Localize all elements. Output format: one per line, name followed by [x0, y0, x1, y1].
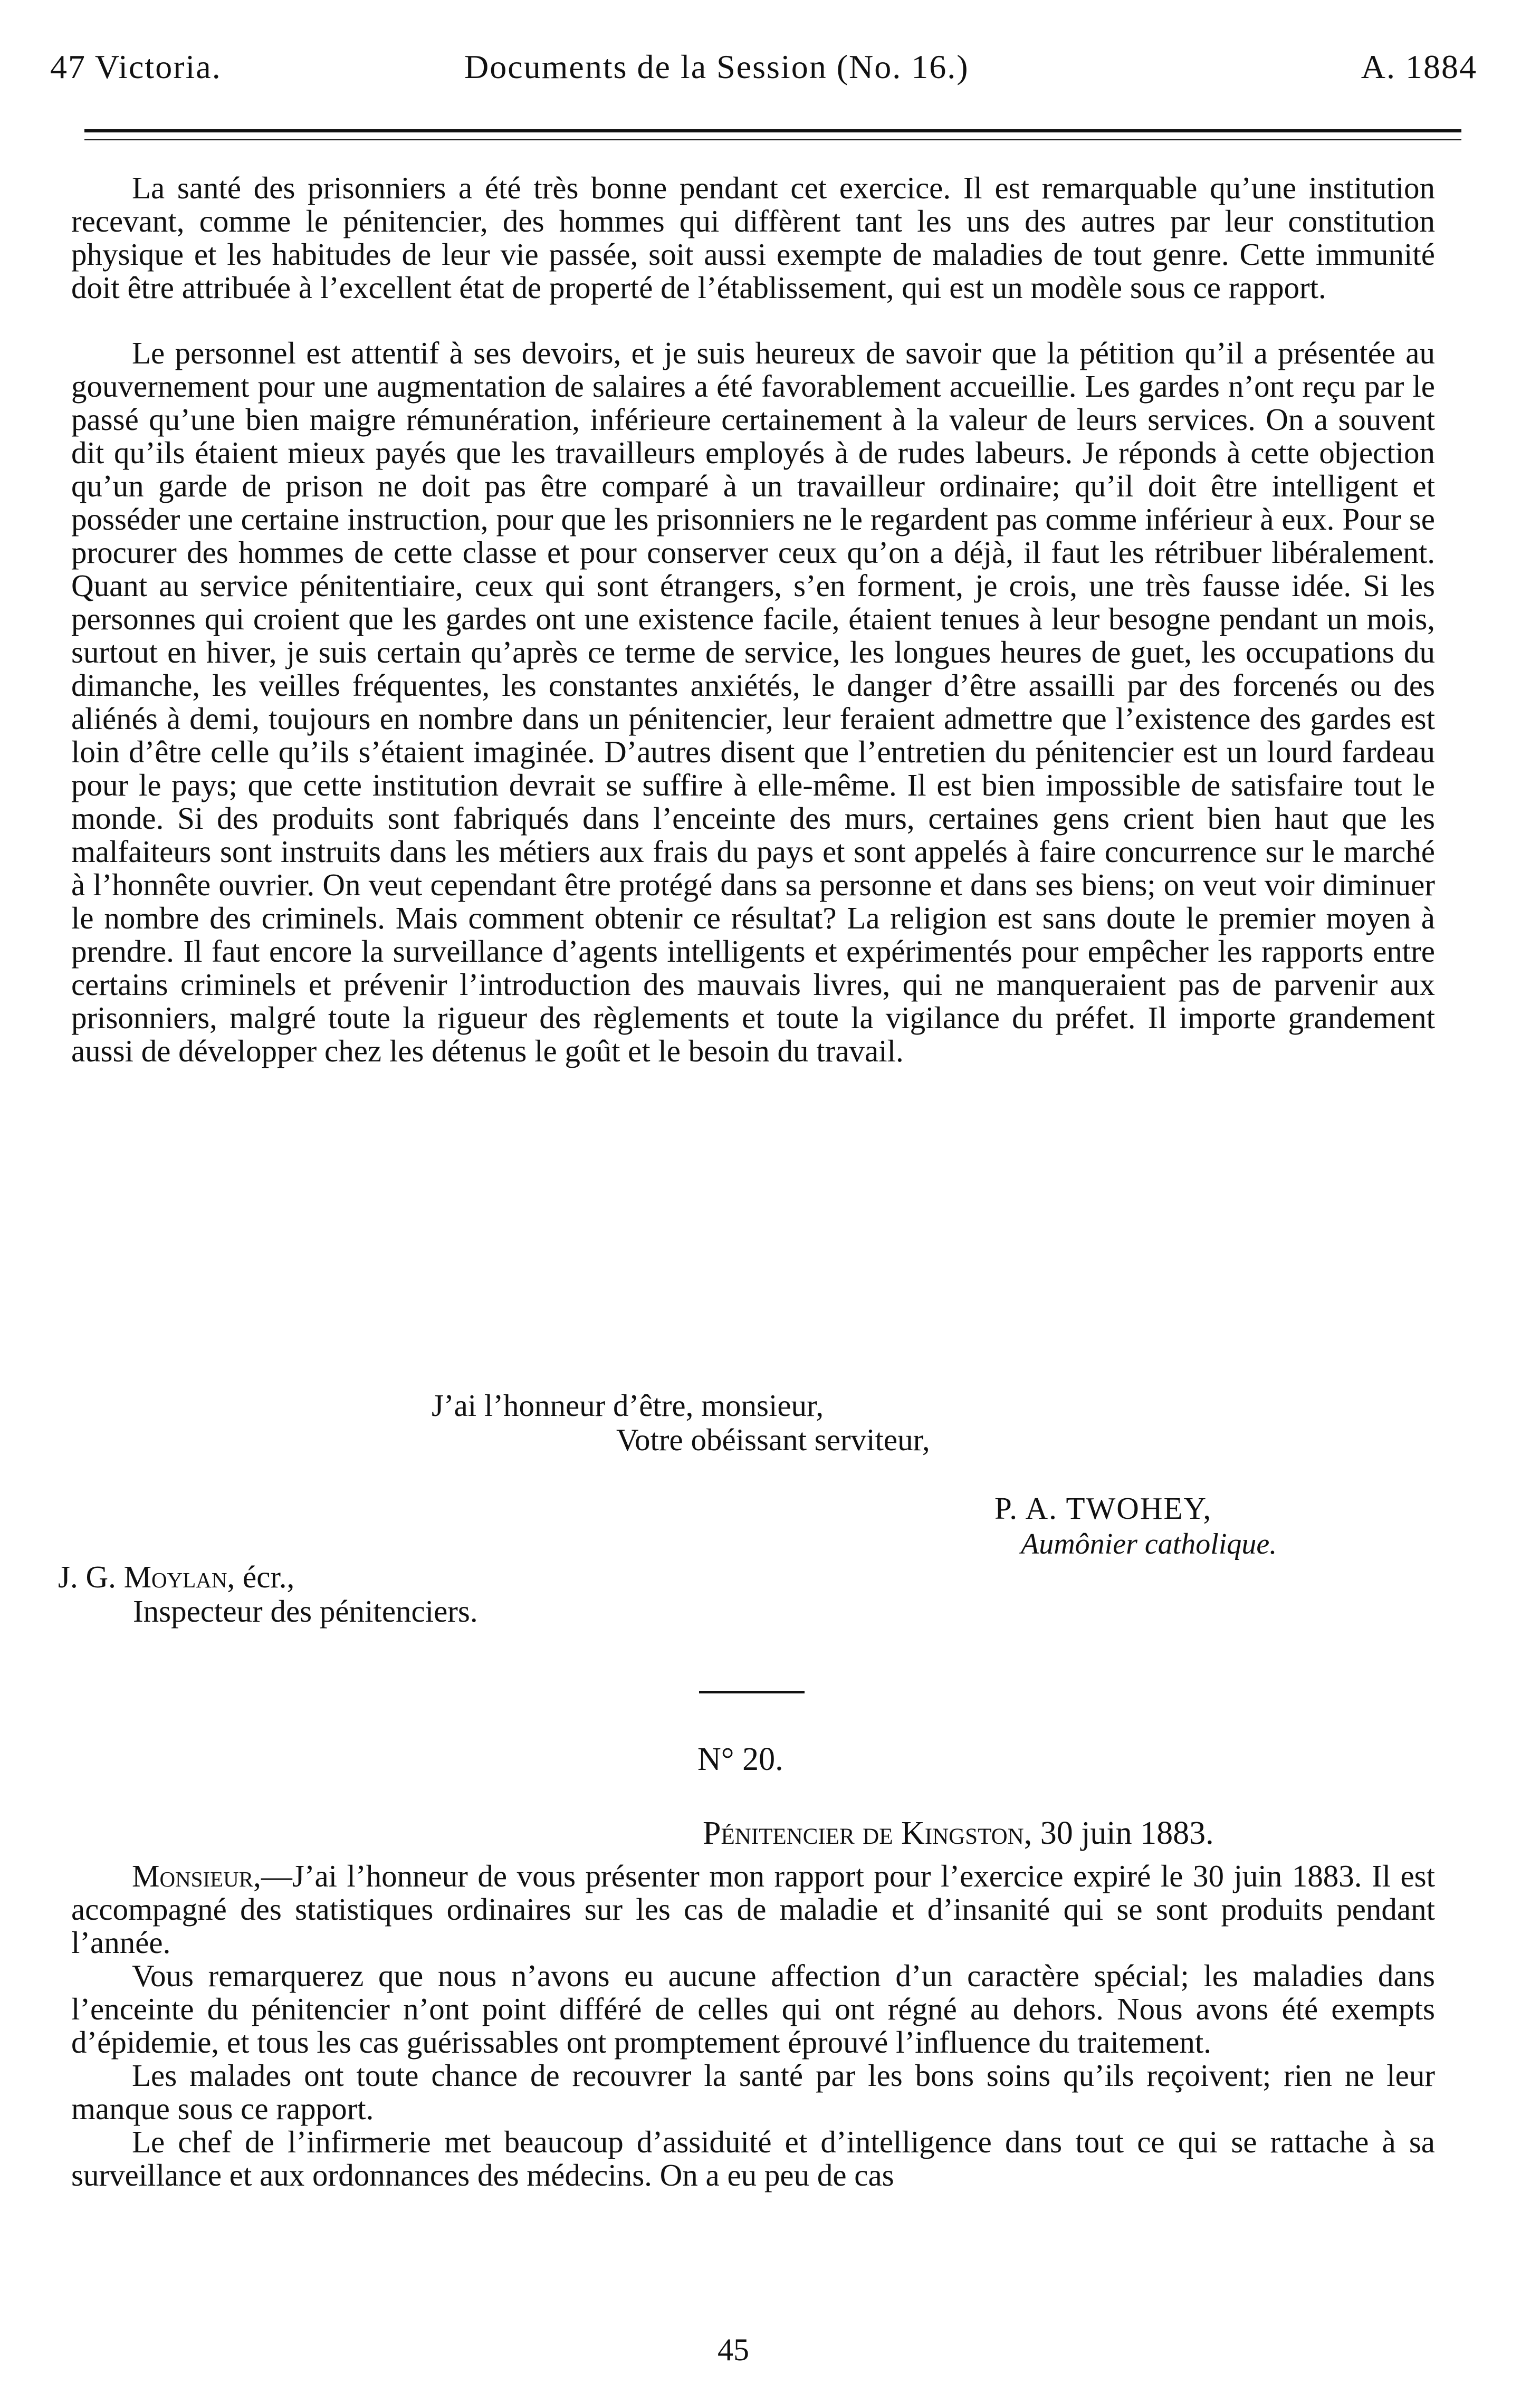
- header-year: A. 1884: [1361, 48, 1477, 85]
- signature-title: Aumônier catholique.: [1021, 1528, 1277, 1560]
- letter2-paragraph-2: Vous remarquerez que nous n’avons eu aucune affection d’un caractère spécial; les maladies dans l’enceinte du pénitencier n’ont point différé de celles qui ont régné au dehors. Nous avons été exempts d’épidemie, et tous les cas guérissables ont promptement éprouvé l’influence du traitement.: [71, 1958, 1435, 2060]
- salutation: Monsieur,: [132, 1859, 261, 1893]
- letter2-paragraph-3: Les malades ont toute chance de recouvrer la santé par les bons soins qu’ils reçoivent; rien ne leur manque sous ce rapport.: [71, 2058, 1435, 2126]
- dateline-date: , 30 juin 1883.: [1024, 1815, 1214, 1851]
- dateline-place: Pénitencier de Kingston: [703, 1815, 1024, 1851]
- letter1-paragraph-1: La santé des prisonniers a été très bonne pendant cet exercice. Il est remarquable qu’une institution recevant, comme le pénitencier, des hommes qui diffèrent tant les uns des autres par leur constitution physique et les habitudes de leur vie passée, soit aussi exempte de maladies de tout genre. Cette immunité doit être attribuée à l’excellent état de properté de l’établissement, qui est un modèle sous ce rapport.: [71, 170, 1435, 305]
- page-number: 45: [718, 2332, 749, 2367]
- section-divider: [699, 1691, 805, 1693]
- header-rule-thin: [84, 139, 1461, 140]
- letter2-body: [71, 1860, 1435, 2192]
- signature-name: P. A. TWOHEY,: [994, 1491, 1212, 1526]
- addressee-title: Inspecteur des pénitenciers.: [133, 1594, 478, 1629]
- header-title: Documents de la Session (No. 16.): [464, 48, 969, 85]
- addressee-initials: J. G.: [58, 1559, 116, 1594]
- closing-line-1: J’ai l’honneur d’être, monsieur,: [432, 1388, 824, 1423]
- letter2-paragraph-1: [71, 1860, 1435, 1959]
- letter2-paragraph-4: Le chef de l’infirmerie met beaucoup d’assiduité et d’intelligence dans tout ce qui se rattache à sa surveillance et aux ordonnances des médecins. On a eu peu de cas: [71, 2124, 1435, 2192]
- addressee-surname: Moylan: [123, 1559, 227, 1594]
- dateline: [703, 1815, 1214, 1852]
- addressee-suffix: , écr.,: [227, 1559, 295, 1594]
- addressee-name: [58, 1559, 294, 1595]
- header-rule-thick: [84, 129, 1461, 132]
- document-number: N° 20.: [697, 1741, 783, 1777]
- letter1-paragraph-2: Le personnel est attentif à ses devoirs, et je suis heureux de savoir que la pétition qu’il a présentée au gouvernement pour une augmentation de salaires a été favorablement accueillie. Les gardes n’ont reçu par le passé qu’une bien maigre rémunération, inférieure certainement à la valeur de leurs services. On a souvent dit qu’ils étaient mieux payés que les travailleurs employés à de rudes labeurs. Je réponds à cette objection qu’un garde de prison ne doit pas être comparé à un travailleur ordinaire; qu’il doit être intelligent et posséder une certaine instruction, pour que les prisonniers ne le regardent pas comme inférieur à eux. Pour se procurer des hommes de cette classe et pour conserver ceux qu’on a déjà, il faut les rétribuer libéralement. Quant au service pénitentiaire, ceux qui sont étrangers, s’en forment, je crois, une très fausse idée. Si les personnes qui croient que les gardes ont une existence facile, étaient tenues à leur besogne pendant un mois, surtout en hiver, je suis certain qu’après ce terme de service, les longues heures de guet, les occupations du dimanche, les veilles fréquentes, les constantes anxiétés, le danger d’être assailli par des forcenés ou des aliénés à demi, toujours en nombre dans un pénitencier, leur feraient admettre que l’existence des gardes est loin d’être celle qu’ils s’étaient imaginée. D’autres disent que l’entretien du pénitencier est un lourd fardeau pour le pays; que cette institution devrait se suffire à elle-même. Il est bien impossible de satisfaire tout le monde. Si des produits sont fabriqués dans l’enceinte des murs, certaines gens crient bien haut que les malfaiteurs sont instruits dans les métiers aux frais du pays et sont appelés à faire concurrence sur le marché à l’honnête ouvrier. On veut cependant être protégé dans sa personne et dans ses biens; on veut voir diminuer le nombre des criminels. Mais comment obtenir ce résultat? La religion est sans doute le premier moyen à prendre. Il faut encore la surveillance d’agents intelligents et expérimentés pour empêcher les rapports entre certains criminels et prévenir l’introduction des mauvais livres, qui ne manqueraient pas de parvenir aux prisonniers, malgré toute la rigueur des règlements et toute la vigilance du préfet. Il importe grandement aussi de développer chez les détenus le goût et le besoin du travail.: [71, 336, 1435, 1068]
- header-volume: 47 Victoria.: [50, 48, 222, 85]
- letter2-paragraph-1-text: —J’ai l’honneur de vous présenter mon rapport pour l’exercice expiré le 30 juin 1883. Il est accompagné des statistiques ordinaires sur les cas de maladie et d’insanité qui se sont produits pendant l’année.: [71, 1859, 1435, 1960]
- page-header: [50, 47, 1477, 90]
- closing-line-2: Votre obéissant serviteur,: [616, 1422, 930, 1457]
